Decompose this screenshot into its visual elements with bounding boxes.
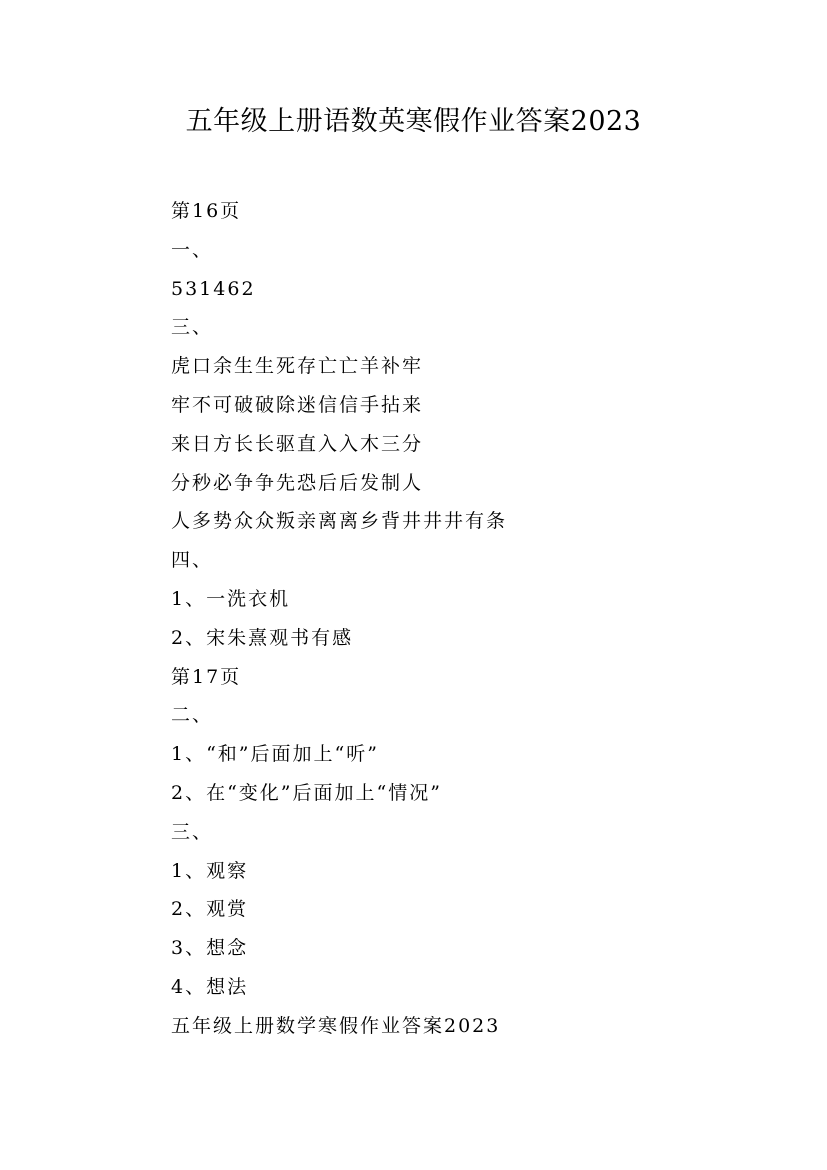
text-line: 来日方长长驱直入入木三分: [171, 432, 424, 455]
text-line: 五年级上册数学寒假作业答案2023: [171, 1014, 501, 1037]
text-line: 三、: [171, 316, 214, 339]
text-line: 1、观察: [171, 859, 249, 882]
text-line: 2、观赏: [171, 898, 249, 921]
text-line: 3、想念: [171, 937, 249, 960]
text-line: 2、在“变化”后面加上“情况”: [171, 781, 442, 804]
text-line: 1、“和”后面加上“听”: [171, 743, 379, 766]
text-line: 4、想法: [171, 975, 249, 998]
text-line: 牢不可破破除迷信信手拈来: [171, 393, 424, 416]
text-line: 虎口余生生死存亡亡羊补牢: [171, 355, 424, 378]
text-line: 三、: [171, 820, 214, 843]
document-body: [171, 192, 507, 1046]
text-line: 第16页: [171, 200, 242, 222]
text-line: 第17页: [171, 665, 242, 688]
text-line: 1、一洗衣机: [171, 587, 291, 610]
document-title: 五年级上册语数英寒假作业答案2023: [185, 106, 642, 137]
text-line: 分秒必争争先恐后后发制人: [171, 471, 424, 494]
text-line: 人多势众众叛亲离离乡背井井井有条: [171, 510, 508, 533]
text-line: 一、: [171, 238, 214, 261]
text-line: 2、宋朱熹观书有感: [171, 626, 354, 649]
text-line: 二、: [171, 704, 214, 727]
text-line: 531462: [171, 277, 256, 300]
text-line: 四、: [171, 549, 214, 572]
